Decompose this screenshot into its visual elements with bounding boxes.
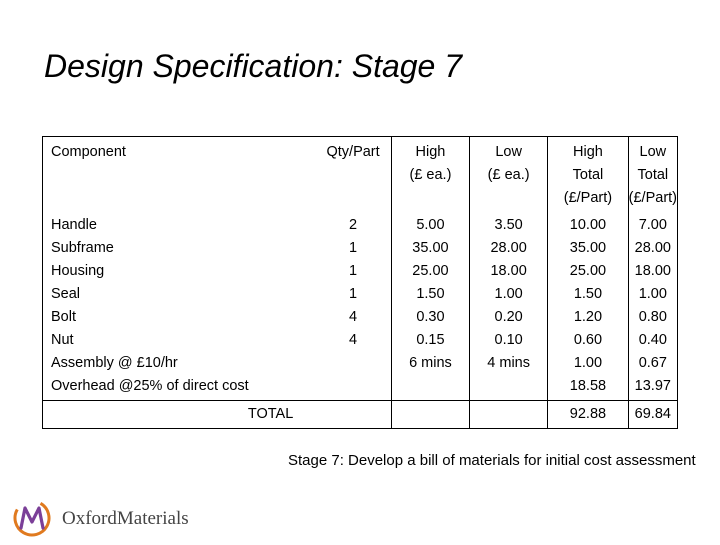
table-total-row [43,401,678,429]
qty-cell: 4 [349,309,358,325]
low-cell: 0.10 [494,332,523,348]
high-total-cell: 0.60 [573,332,603,348]
qty-cell [315,375,391,398]
header-low-total-line: (£/Part) [628,190,677,206]
oxford-materials-logo [12,494,222,540]
header-low [470,137,548,213]
high-total-cell: 35.00 [569,240,607,256]
total-label: TOTAL [43,401,316,429]
qty-cell: 2 [349,217,358,233]
qty-column [315,212,391,401]
component-cell: Seal [51,286,81,302]
header-low-total-line: Total [637,167,669,183]
low-cell: 1.00 [494,286,523,302]
low-total-cell: 1.00 [638,286,667,302]
high-total-cell: 1.00 [573,355,603,371]
component-cell: Handle [51,217,97,233]
high-total-cell: 25.00 [569,263,607,279]
low-cell: 0.20 [494,309,523,325]
component-cell: Housing [51,263,105,279]
logo-text: OxfordMaterials [62,508,189,529]
header-high [391,137,469,213]
header-high-total-line: (£/Part) [563,190,613,206]
slide-caption: Stage 7: Develop a bill of materials for initial cost assessment [288,452,696,469]
low-cell: 4 mins [487,355,530,371]
header-high-total-line: Total [572,167,604,183]
low-total-cell: 18.00 [634,263,671,279]
slide-title: Design Specification: Stage 7 [44,48,463,84]
component-cell: Assembly @ £10/hr [51,355,178,371]
high-total-cell: 1.50 [573,286,603,302]
total-low-cell [470,401,548,429]
component-cell: Nut [51,332,74,348]
bill-of-materials-table [42,136,678,429]
high-cell: 1.50 [416,286,445,302]
header-high-line: (£ ea.) [409,167,452,183]
high-total-column [548,212,628,401]
low-cell: 18.00 [490,263,527,279]
header-low-total [628,137,677,213]
component-column [43,212,316,401]
total-qty-cell [315,401,391,429]
low-total-column [628,212,677,401]
header-qty: Qty/Part [315,137,391,213]
high-total-cell: 18.58 [569,378,607,394]
low-total-cell: 28.00 [634,240,671,256]
high-cell: 6 mins [409,355,452,371]
high-cell: 5.00 [416,217,445,233]
high-cell: 0.30 [416,309,445,325]
header-high-line: High [415,144,446,160]
low-cell [470,375,547,398]
high-total-cell: 1.20 [573,309,603,325]
total-high-cell [391,401,469,429]
header-low-total-line: Low [639,144,667,160]
high-column [391,212,469,401]
high-cell: 25.00 [412,263,449,279]
low-total-cell: 0.40 [638,332,667,348]
total-high-total: 92.88 [548,401,628,429]
header-component: Component [51,144,126,160]
low-total-cell: 0.80 [638,309,667,325]
component-cell: Subframe [51,240,114,256]
low-total-cell: 0.67 [638,355,667,371]
high-total-cell: 10.00 [569,217,607,233]
component-cell: Overhead @25% of direct cost [51,378,249,394]
component-cell: Bolt [51,309,76,325]
header-high-total-line: High [573,144,603,160]
header-low-line: Low [495,144,522,160]
low-total-cell: 7.00 [638,217,667,233]
header-low-line: (£ ea.) [487,167,530,183]
low-cell: 3.50 [494,217,523,233]
high-cell: 0.15 [416,332,445,348]
low-cell: 28.00 [490,240,527,256]
qty-cell: 1 [349,263,358,279]
low-total-cell: 13.97 [634,378,671,394]
high-cell [392,375,469,398]
qty-cell: 4 [349,332,358,348]
table-header-row [43,137,678,213]
qty-cell [315,352,391,375]
table-body-row [43,212,678,401]
header-high-total [548,137,628,213]
total-low-total: 69.84 [628,401,677,429]
low-column [470,212,548,401]
high-cell: 35.00 [412,240,449,256]
qty-cell: 1 [349,286,358,302]
qty-cell: 1 [349,240,358,256]
logo-mark-icon [12,494,56,540]
